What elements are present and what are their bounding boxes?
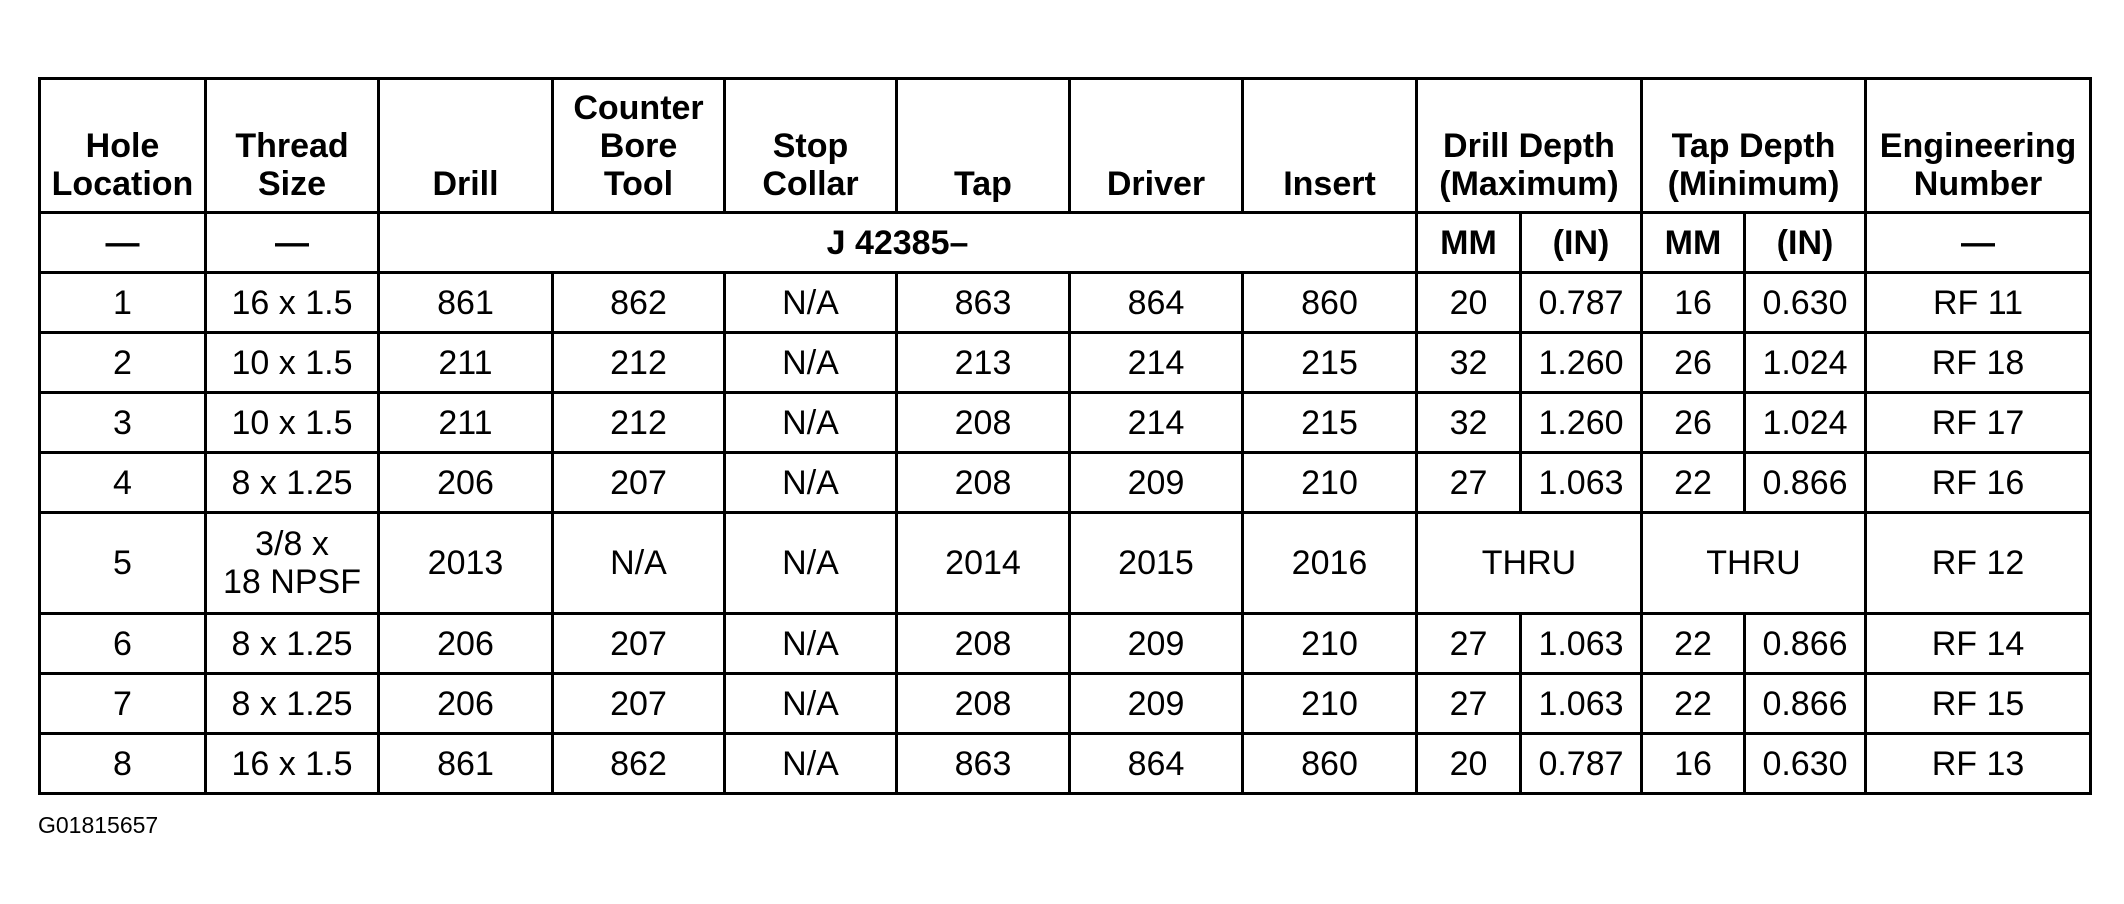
cell-drill: 206	[379, 674, 553, 734]
cell-insert: 210	[1243, 674, 1417, 734]
cell-hole: 2	[40, 333, 206, 393]
cell-tap: 2014	[897, 513, 1070, 614]
cell-drill: 211	[379, 333, 553, 393]
cell-stop-collar: N/A	[725, 674, 897, 734]
cell-counter-bore: 862	[553, 273, 725, 333]
cell-tap-mm: 22	[1642, 674, 1745, 734]
cell-hole: 7	[40, 674, 206, 734]
subheader-row	[40, 213, 2091, 273]
subheader-tap-mm: MM	[1642, 213, 1745, 273]
cell-hole: 6	[40, 614, 206, 674]
cell-drill: 206	[379, 614, 553, 674]
cell-engineering-number: RF 13	[1866, 734, 2091, 794]
cell-tap-mm: 22	[1642, 453, 1745, 513]
cell-driver: 214	[1070, 393, 1243, 453]
cell-tap-depth-thru: THRU	[1642, 513, 1866, 614]
header-stop-collar: Stop Collar	[725, 79, 897, 213]
cell-engineering-number: RF 11	[1866, 273, 2091, 333]
cell-drill-in: 1.260	[1521, 333, 1642, 393]
cell-driver: 214	[1070, 333, 1243, 393]
header-tap: Tap	[897, 79, 1070, 213]
cell-tap-in: 0.630	[1745, 734, 1866, 794]
cell-tap-mm: 26	[1642, 393, 1745, 453]
cell-driver: 209	[1070, 674, 1243, 734]
header-engineering-number: Engineering Number	[1866, 79, 2091, 213]
cell-tap-in: 0.630	[1745, 273, 1866, 333]
cell-tap-mm: 16	[1642, 273, 1745, 333]
cell-drill: 211	[379, 393, 553, 453]
cell-counter-bore: 862	[553, 734, 725, 794]
cell-stop-collar: N/A	[725, 393, 897, 453]
cell-engineering-number: RF 15	[1866, 674, 2091, 734]
cell-thread: 8 x 1.25	[206, 453, 379, 513]
cell-drill-in: 1.063	[1521, 453, 1642, 513]
cell-counter-bore: 212	[553, 393, 725, 453]
cell-tap: 208	[897, 614, 1070, 674]
cell-insert: 210	[1243, 453, 1417, 513]
header-drill-depth: Drill Depth (Maximum)	[1417, 79, 1642, 213]
cell-stop-collar: N/A	[725, 734, 897, 794]
cell-tap: 208	[897, 674, 1070, 734]
cell-engineering-number: RF 18	[1866, 333, 2091, 393]
cell-drill-mm: 32	[1417, 333, 1521, 393]
header-driver: Driver	[1070, 79, 1243, 213]
cell-tap: 208	[897, 453, 1070, 513]
cell-drill-depth-thru: THRU	[1417, 513, 1642, 614]
cell-drill: 2013	[379, 513, 553, 614]
cell-tap-in: 0.866	[1745, 614, 1866, 674]
cell-stop-collar: N/A	[725, 333, 897, 393]
cell-drill-mm: 27	[1417, 614, 1521, 674]
cell-stop-collar: N/A	[725, 513, 897, 614]
cell-insert: 860	[1243, 734, 1417, 794]
cell-insert: 860	[1243, 273, 1417, 333]
figure-id-caption: G01815657	[38, 812, 159, 838]
cell-hole: 1	[40, 273, 206, 333]
cell-drill-in: 1.063	[1521, 614, 1642, 674]
cell-tap: 213	[897, 333, 1070, 393]
subheader-eng-dash: —	[1866, 213, 2091, 273]
cell-thread: 16 x 1.5	[206, 273, 379, 333]
cell-stop-collar: N/A	[725, 273, 897, 333]
table-row	[40, 453, 2091, 513]
cell-tap-in: 1.024	[1745, 333, 1866, 393]
cell-insert: 215	[1243, 393, 1417, 453]
table-row	[40, 614, 2091, 674]
cell-drill: 206	[379, 453, 553, 513]
cell-thread: 10 x 1.5	[206, 393, 379, 453]
cell-tap-in: 1.024	[1745, 393, 1866, 453]
cell-tap: 863	[897, 734, 1070, 794]
cell-drill-in: 1.063	[1521, 674, 1642, 734]
cell-counter-bore: 207	[553, 674, 725, 734]
cell-engineering-number: RF 17	[1866, 393, 2091, 453]
cell-counter-bore: 207	[553, 614, 725, 674]
cell-engineering-number: RF 12	[1866, 513, 2091, 614]
cell-stop-collar: N/A	[725, 614, 897, 674]
cell-tap-mm: 16	[1642, 734, 1745, 794]
cell-drill-mm: 27	[1417, 674, 1521, 734]
cell-counter-bore: 212	[553, 333, 725, 393]
table-row	[40, 333, 2091, 393]
cell-hole: 5	[40, 513, 206, 614]
cell-tap: 863	[897, 273, 1070, 333]
cell-drill: 861	[379, 734, 553, 794]
cell-tap-in: 0.866	[1745, 674, 1866, 734]
cell-tap-mm: 22	[1642, 614, 1745, 674]
cell-hole: 4	[40, 453, 206, 513]
table-row	[40, 393, 2091, 453]
cell-driver: 864	[1070, 734, 1243, 794]
cell-hole: 8	[40, 734, 206, 794]
cell-drill-in: 0.787	[1521, 273, 1642, 333]
header-tap-depth: Tap Depth (Minimum)	[1642, 79, 1866, 213]
cell-driver: 2015	[1070, 513, 1243, 614]
cell-driver: 864	[1070, 273, 1243, 333]
cell-drill-in: 0.787	[1521, 734, 1642, 794]
cell-stop-collar: N/A	[725, 453, 897, 513]
cell-driver: 209	[1070, 453, 1243, 513]
table-row	[40, 273, 2091, 333]
cell-thread: 8 x 1.25	[206, 614, 379, 674]
table-row	[40, 674, 2091, 734]
subheader-drill-in: (IN)	[1521, 213, 1642, 273]
subheader-thread-dash: —	[206, 213, 379, 273]
subheader-hole-dash: —	[40, 213, 206, 273]
cell-insert: 215	[1243, 333, 1417, 393]
cell-hole: 3	[40, 393, 206, 453]
cell-thread: 8 x 1.25	[206, 674, 379, 734]
cell-counter-bore: 207	[553, 453, 725, 513]
cell-driver: 209	[1070, 614, 1243, 674]
cell-tap-in: 0.866	[1745, 453, 1866, 513]
cell-insert: 2016	[1243, 513, 1417, 614]
cell-insert: 210	[1243, 614, 1417, 674]
cell-counter-bore: N/A	[553, 513, 725, 614]
cell-thread: 16 x 1.5	[206, 734, 379, 794]
tool-spec-table	[38, 77, 2092, 795]
cell-drill-mm: 32	[1417, 393, 1521, 453]
cell-drill-mm: 20	[1417, 734, 1521, 794]
header-hole-location: Hole Location	[40, 79, 206, 213]
cell-drill-in: 1.260	[1521, 393, 1642, 453]
table-row	[40, 734, 2091, 794]
cell-engineering-number: RF 14	[1866, 614, 2091, 674]
subheader-tap-in: (IN)	[1745, 213, 1866, 273]
cell-thread: 10 x 1.5	[206, 333, 379, 393]
cell-drill: 861	[379, 273, 553, 333]
cell-drill-mm: 20	[1417, 273, 1521, 333]
cell-thread: 3/8 x 18 NPSF	[206, 513, 379, 614]
header-counter-bore-tool: Counter Bore Tool	[553, 79, 725, 213]
subheader-tool-number: J 42385–	[379, 213, 1417, 273]
header-row	[40, 79, 2091, 213]
cell-drill-mm: 27	[1417, 453, 1521, 513]
table-row	[40, 513, 2091, 614]
cell-tap: 208	[897, 393, 1070, 453]
header-drill: Drill	[379, 79, 553, 213]
header-insert: Insert	[1243, 79, 1417, 213]
subheader-drill-mm: MM	[1417, 213, 1521, 273]
header-thread-size: Thread Size	[206, 79, 379, 213]
cell-tap-mm: 26	[1642, 333, 1745, 393]
cell-engineering-number: RF 16	[1866, 453, 2091, 513]
